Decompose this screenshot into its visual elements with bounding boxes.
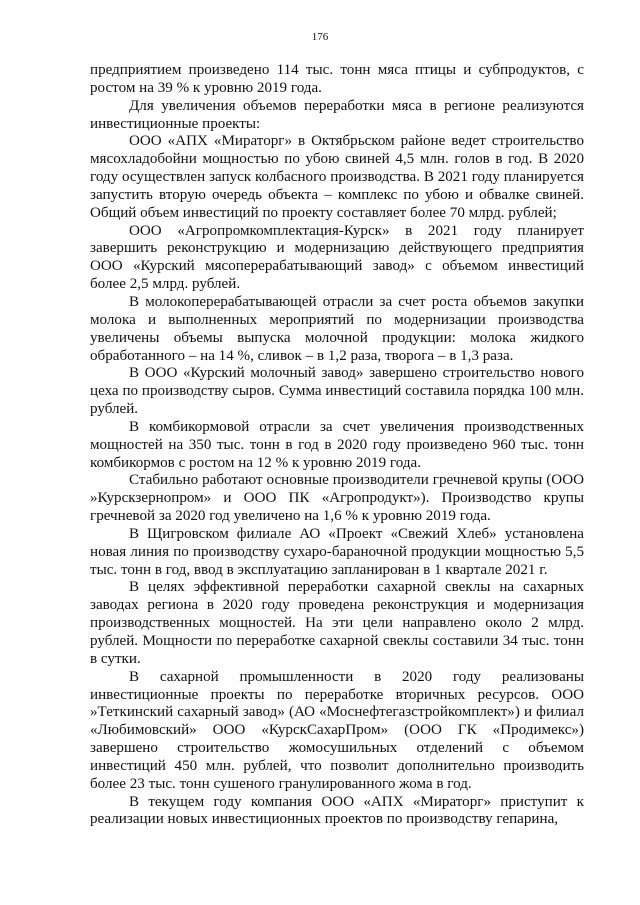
paragraph-buckwheat-producers: Стабильно работают основные производители гречневой крупы (ООО »Курскзернопром» и ООО ПК «Агропродукт»). Производство крупы гречневой за 2020 год увеличено на 1,6 % к уровню 2019 года. bbox=[90, 472, 584, 525]
paragraph-miratorg-slaughterhouse: ООО «АПХ «Мираторг» в Октябрьском районе ведет строительство мясохладобойни мощностью по убою свиней 4,5 млн. голов в год. В 2020 году осуществлен запуск колбасного производства. В 2021 году планируется запустить вторую очередь объекта – комплекс по убою и обвалке свиней. Общий объем инвестиций по проекту составляет более 70 млрд. рублей; bbox=[90, 133, 584, 221]
paragraph-dairy-industry: В молокоперерабатывающей отрасли за счет роста объемов закупки молока и выполненных мероприятий по модернизации производства увеличены объемы выпуска молочной продукции: молока жидкого обработанного – на 14 %, сливок – в 1,2 раза, творога – в 1,3 раза. bbox=[90, 293, 584, 364]
document-body bbox=[90, 62, 584, 829]
paragraph-miratorg-heparin: В текущем году компания ООО «АПХ «Мираторг» приступит к реализации новых инвестиционных проектов по производству гепарина, bbox=[90, 793, 584, 828]
paragraph-agropromkomplektatsiya: ООО «Агропромкомплектация-Курск» в 2021 году планирует завершить реконструкцию и модернизацию действующего предприятия ООО «Курский мясоперерабатывающий завод» с объемом инвестиций более 2,5 млрд. рублей. bbox=[90, 222, 584, 293]
paragraph-poultry-output: предприятием произведено 114 тыс. тонн мяса птицы и субпродуктов, с ростом на 39 % к уровню 2019 года. bbox=[90, 62, 584, 96]
paragraph-kursk-dairy-plant: В ООО «Курский молочный завод» завершено строительство нового цеха по производству сыров. Сумма инвестиций составила порядка 100 млн. рублей. bbox=[90, 365, 584, 418]
page-number: 176 bbox=[311, 31, 329, 43]
paragraph-meat-projects-intro: Для увеличения объемов переработки мяса в регионе реализуются инвестиционные проекты: bbox=[90, 97, 584, 132]
paragraph-shchigry-bakery: В Щигровском филиале АО «Проект «Свежий Хлеб» установлена новая линия по производству сухаро-бараночной продукции мощностью 5,5 тыс. тонн в год, ввод в эксплуатацию запланирован в 1 квартале 2021 г. bbox=[90, 525, 584, 578]
paragraph-sugar-beet-processing: В целях эффективной переработки сахарной свеклы на сахарных заводах региона в 2020 году проведена реконструкция и модернизация производственных мощностей. На эти цели направлено около 2 млрд. рублей. Мощности по переработке сахарной свеклы составили 34 тыс. тонн в сутки. bbox=[90, 579, 584, 667]
paragraph-sugar-industry-projects: В сахарной промышленности в 2020 году реализованы инвестиционные проекты по переработке вторичных ресурсов. ООО »Теткинский сахарный завод» (АО «Моснефтегазстройкомплект») и филиал «Любимовский» ООО «КурскСахарПром» (ООО ГК «Продимекс») завершено строительство жомосушильных отделений с объемом инвестиций 450 млн. рублей, что позволит дополнительно производить более 23 тыс. тонн сушеного гранулированного жома в год. bbox=[90, 668, 584, 792]
paragraph-feed-industry: В комбикормовой отрасли за счет увеличения производственных мощностей на 350 тыс. тонн в год в 2020 году произведено 960 тыс. тонн комбикормов с ростом на 12 % к уровню 2019 года. bbox=[90, 418, 584, 471]
